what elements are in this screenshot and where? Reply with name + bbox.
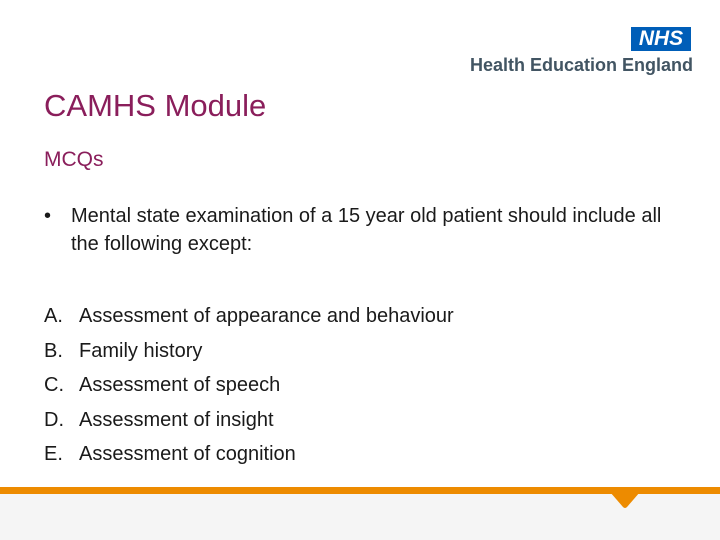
answer-options	[44, 299, 684, 472]
nhs-logo-text: NHS	[638, 27, 684, 50]
question	[44, 202, 684, 258]
answer-option	[44, 437, 684, 472]
option-letter: C.	[44, 374, 64, 396]
answer-option	[44, 368, 684, 403]
question-text: Mental state examination of a 15 year old patient should include all the following except:	[71, 205, 662, 255]
option-text: Assessment of speech	[79, 374, 281, 396]
option-text: Family history	[79, 339, 203, 362]
option-text: Assessment of appearance and behaviour	[79, 305, 454, 327]
nhs-logo	[631, 27, 691, 51]
option-text: Assessment of insight	[79, 408, 274, 431]
answer-option	[44, 299, 684, 334]
option-letter: D.	[44, 408, 64, 431]
option-text: Assessment of cognition	[79, 443, 296, 465]
footer-chevron-icon	[610, 492, 640, 510]
slide-subtitle: MCQs	[44, 148, 104, 171]
answer-option	[44, 334, 684, 369]
slide-title: CAMHS Module	[44, 88, 267, 123]
bullet-icon: •	[44, 205, 52, 227]
option-letter: E.	[44, 443, 63, 465]
answer-option	[44, 403, 684, 438]
option-letter: B.	[44, 339, 63, 362]
option-letter: A.	[44, 305, 63, 327]
organisation-name: Health Education England	[469, 55, 693, 75]
